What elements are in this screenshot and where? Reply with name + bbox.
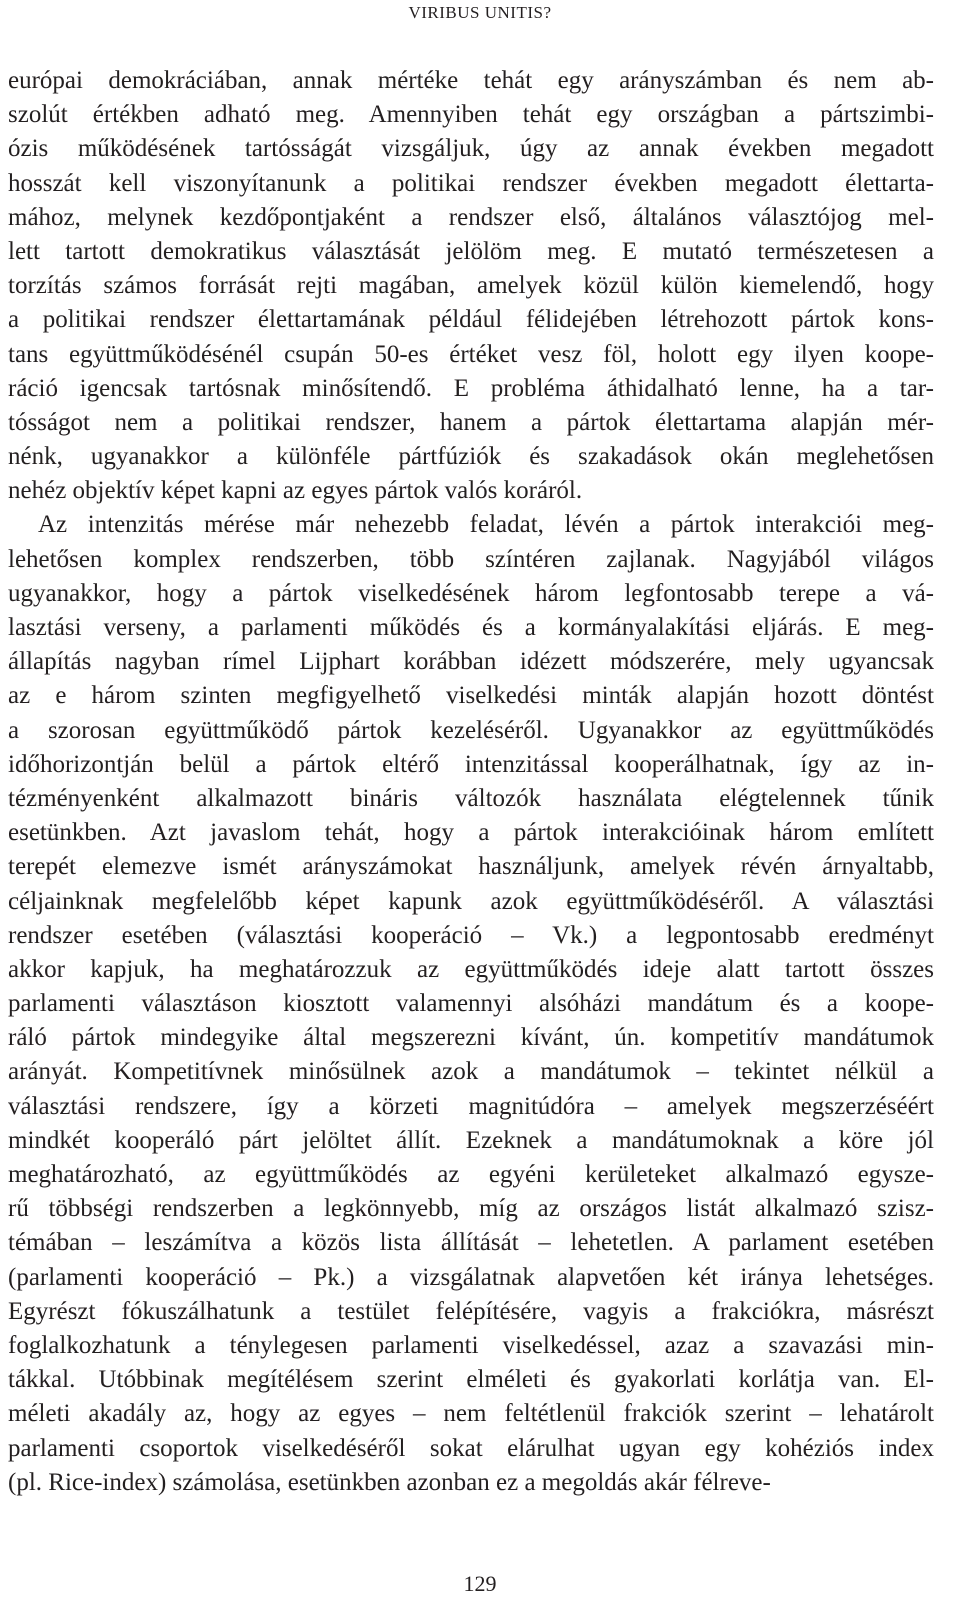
text-line: ugyanakkor, hogy a pártok viselkedésének három legfontosabb terepe a vá- xyxy=(8,579,934,607)
text-line: az e három szinten megfigyelhető viselkedési minták alapján hozott döntést xyxy=(8,682,934,710)
text-line: a politikai rendszer élettartamának például félidejében létrehozott pártok kons- xyxy=(8,306,934,334)
text-line: rű többségi rendszerben a legkönnyebb, míg az országos listát alkalmazó szisz- xyxy=(8,1195,934,1223)
text-line: tézményenként alkalmazott bináris változók használata elégtelennek tűnik xyxy=(8,784,934,812)
paragraph xyxy=(8,508,934,1499)
text-line: európai demokráciában, annak mértéke tehát egy arányszámban és nem ab- xyxy=(8,67,934,94)
text-line: rendszer esetében (választási kooperáció – Vk.) a legpontosabb eredményt xyxy=(8,921,934,949)
text-line: meghatározható, az együttműködés az egyéni kerületeket alkalmazó egysze- xyxy=(8,1161,934,1188)
text-line: a szorosan együttműködő pártok kezeléséről. Ugyanakkor az együttműködés xyxy=(8,716,934,744)
text-line: témában – leszámítva a közös lista állítását – lehetetlen. A parlament esetében xyxy=(8,1229,934,1257)
text-line: torzítás számos forrását rejti magában, amelyek közül külön kiemelendő, hogy xyxy=(8,272,934,300)
text-line: arányát. Kompetitívnek minősülnek azok a mandátumok – tekintet nélkül a xyxy=(8,1058,934,1086)
text-line: céljainknak megfelelőbb képet kapunk azok együttműködéséről. A választási xyxy=(8,887,934,915)
text-line: választási rendszere, így a körzeti magnitúdóra – amelyek megszerzéséért xyxy=(8,1092,934,1120)
text-line: esetünkben. Azt javaslom tehát, hogy a pártok interakcióinak három említett xyxy=(8,819,934,847)
text-line: ráció igencsak tartósnak minősítendő. E probléma áthidalható lenne, ha a tar- xyxy=(8,374,934,402)
body-text xyxy=(8,64,934,1500)
text-line: lett tartott demokratikus választását jelölöm meg. E mutató természetesen a xyxy=(8,237,934,265)
text-line: mindkét kooperáló párt jelöltet állít. Ezeknek a mandátumoknak a köre jól xyxy=(8,1126,934,1154)
text-line: állapítás nagyban rímel Lijphart korábban idézett módszerére, mely ugyancsak xyxy=(8,648,934,676)
text-line: méleti akadály az, hogy az egyes – nem feltétlenül frakciók szerint – lehatárolt xyxy=(8,1400,934,1428)
text-line: parlamenti választáson kiosztott valamennyi alsóházi mandátum és a koope- xyxy=(8,990,934,1018)
text-line: ózis működésének tartósságát vizsgáljuk, úgy az annak években megadott xyxy=(8,135,934,163)
running-head: VIRIBUS UNITIS? xyxy=(408,3,552,22)
text-line: Az intenzitás mérése már nehezebb feladat, lévén a pártok interakciói meg- xyxy=(38,511,934,539)
text-line: nehéz objektív képet kapni az egyes pártok valós koráról. xyxy=(8,477,583,505)
text-line: lehetősen komplex rendszerben, több színtéren zajlanak. Nagyjából világos xyxy=(8,545,934,573)
paragraph xyxy=(8,64,934,508)
text-line: hosszát kell viszonyítanunk a politikai rendszer években megadott élettarta- xyxy=(8,169,934,197)
text-line: parlamenti csoportok viselkedéséről sokat elárulhat ugyan egy kohéziós index xyxy=(8,1434,934,1462)
text-line: tans együttműködésénél csupán 50-es értéket vesz föl, holott egy ilyen koope- xyxy=(8,340,934,368)
text-line: foglalkozhatunk a ténylegesen parlamenti viselkedéssel, azaz a szavazási min- xyxy=(8,1331,934,1359)
text-line: időhorizontján belül a pártok eltérő intenzitással kooperálhatnak, így az in- xyxy=(8,750,934,778)
text-line: terepét elemezve ismét arányszámokat használjunk, amelyek révén árnyaltabb, xyxy=(8,853,934,881)
page-number: 129 xyxy=(463,1571,497,1596)
text-line: lasztási verseny, a parlamenti működés és a kormányalakítási eljárás. E meg- xyxy=(8,614,934,641)
text-line: (pl. Rice-index) számolása, esetünkben azonban ez a megoldás akár félreve- xyxy=(8,1468,771,1496)
text-line: tákkal. Utóbbinak megítélésem szerint elméleti és gyakorlati korlátja van. El- xyxy=(8,1366,934,1394)
text-line: nénk, ugyanakkor a különféle pártfúziók és szakadások okán meglehetősen xyxy=(8,443,934,471)
text-line: (parlamenti kooperáció – Pk.) a vizsgálatnak alapvetően két iránya lehetséges. xyxy=(8,1263,934,1291)
text-line: ráló pártok mindegyike által megszerezni kívánt, ún. kompetitív mandátumok xyxy=(8,1024,934,1052)
text-line: akkor kapjuk, ha meghatározzuk az együttműködés ideje alatt tartott összes xyxy=(8,955,934,983)
text-line: mához, melynek kezdőpontjaként a rendszer első, általános választójog mel- xyxy=(8,203,934,231)
text-line: szolút értékben adható meg. Amennyiben tehát egy országban a pártszimbi- xyxy=(8,101,934,129)
text-line: Egyrészt fókuszálhatunk a testület felépítésére, vagyis a frakciókra, másrészt xyxy=(8,1297,934,1325)
text-line: tósságot nem a politikai rendszer, hanem a pártok élettartama alapján mér- xyxy=(8,408,934,436)
